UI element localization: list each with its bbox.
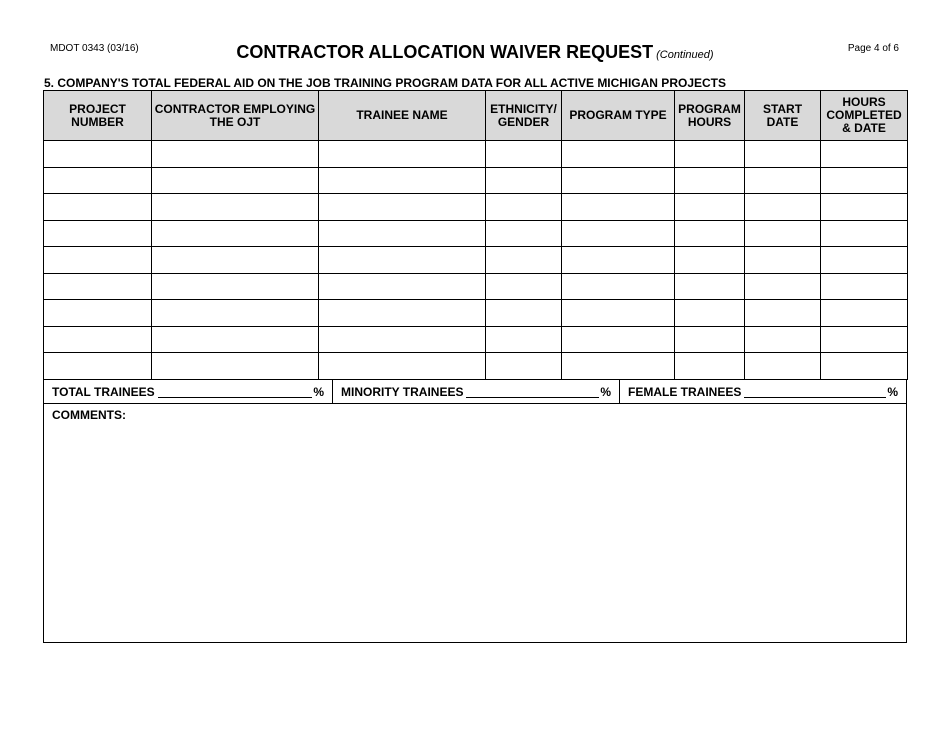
column-header-project-number: PROJECT NUMBER [44, 91, 152, 141]
form-title: CONTRACTOR ALLOCATION WAIVER REQUEST [236, 42, 654, 62]
table-cell[interactable] [745, 141, 821, 168]
table-cell[interactable] [319, 247, 486, 274]
table-cell[interactable] [319, 353, 486, 380]
table-cell[interactable] [821, 326, 908, 353]
table-cell[interactable] [562, 194, 675, 221]
table-cell[interactable] [675, 167, 745, 194]
female-trainees-field[interactable] [744, 386, 886, 398]
table-cell[interactable] [821, 247, 908, 274]
table-cell[interactable] [745, 194, 821, 221]
table-cell[interactable] [319, 220, 486, 247]
table-cell[interactable] [821, 194, 908, 221]
table-row [44, 326, 908, 353]
comments-label: COMMENTS: [52, 408, 126, 422]
table-cell[interactable] [319, 194, 486, 221]
table-cell[interactable] [562, 326, 675, 353]
minority-trainees-field[interactable] [466, 386, 599, 398]
table-cell[interactable] [152, 326, 319, 353]
table-cell[interactable] [152, 353, 319, 380]
table-cell[interactable] [562, 220, 675, 247]
table-cell[interactable] [319, 300, 486, 327]
column-header-program-type: PROGRAM TYPE [562, 91, 675, 141]
table-cell[interactable] [675, 326, 745, 353]
table-cell[interactable] [821, 273, 908, 300]
column-header-ethnicity-gender: ETHNICITY/ GENDER [486, 91, 562, 141]
table-cell[interactable] [562, 247, 675, 274]
minority-trainees-percent: % [600, 384, 611, 399]
table-cell[interactable] [44, 220, 152, 247]
table-cell[interactable] [675, 220, 745, 247]
table-cell[interactable] [44, 300, 152, 327]
female-trainees-cell [619, 380, 906, 403]
table-cell[interactable] [319, 141, 486, 168]
comments-box[interactable] [43, 404, 907, 643]
table-cell[interactable] [562, 353, 675, 380]
table-cell[interactable] [821, 167, 908, 194]
column-header-program-hours: PROGRAM HOURS [675, 91, 745, 141]
table-cell[interactable] [319, 167, 486, 194]
table-cell[interactable] [745, 273, 821, 300]
table-row [44, 300, 908, 327]
table-cell[interactable] [486, 194, 562, 221]
total-trainees-cell [44, 380, 332, 403]
table-cell[interactable] [152, 220, 319, 247]
table-cell[interactable] [675, 141, 745, 168]
female-trainees-percent: % [887, 384, 898, 399]
table-row [44, 194, 908, 221]
table-cell[interactable] [44, 141, 152, 168]
table-cell[interactable] [44, 273, 152, 300]
table-header-row [44, 91, 908, 141]
table-cell[interactable] [675, 247, 745, 274]
table-cell[interactable] [745, 326, 821, 353]
table-cell[interactable] [745, 247, 821, 274]
table-cell[interactable] [44, 247, 152, 274]
table-row [44, 167, 908, 194]
table-cell[interactable] [152, 273, 319, 300]
table-row [44, 247, 908, 274]
table-row [44, 353, 908, 380]
table-row [44, 220, 908, 247]
table-cell[interactable] [675, 273, 745, 300]
table-cell[interactable] [745, 167, 821, 194]
table-cell[interactable] [44, 326, 152, 353]
total-trainees-field[interactable] [158, 386, 313, 398]
table-cell[interactable] [562, 273, 675, 300]
minority-trainees-cell [332, 380, 619, 403]
table-cell[interactable] [152, 247, 319, 274]
female-trainees-label: FEMALE TRAINEES [628, 384, 742, 399]
training-data-table [43, 90, 908, 380]
table-cell[interactable] [486, 353, 562, 380]
table-cell[interactable] [562, 141, 675, 168]
table-cell[interactable] [486, 247, 562, 274]
table-row [44, 141, 908, 168]
title-block [0, 42, 950, 63]
table-cell[interactable] [745, 300, 821, 327]
column-header-start-date: START DATE [745, 91, 821, 141]
table-cell[interactable] [486, 326, 562, 353]
table-cell[interactable] [486, 220, 562, 247]
table-cell[interactable] [152, 167, 319, 194]
table-cell[interactable] [152, 300, 319, 327]
table-cell[interactable] [486, 141, 562, 168]
total-trainees-percent: % [313, 384, 324, 399]
table-cell[interactable] [675, 300, 745, 327]
form-subtitle: (Continued) [656, 49, 714, 61]
table-cell[interactable] [486, 273, 562, 300]
table-cell[interactable] [821, 300, 908, 327]
table-cell[interactable] [562, 167, 675, 194]
table-cell[interactable] [821, 220, 908, 247]
table-cell[interactable] [486, 167, 562, 194]
table-row [44, 273, 908, 300]
table-cell[interactable] [745, 220, 821, 247]
table-cell[interactable] [44, 167, 152, 194]
table-cell[interactable] [562, 300, 675, 327]
total-trainees-label: TOTAL TRAINEES [52, 384, 155, 399]
table-cell[interactable] [152, 141, 319, 168]
table-cell[interactable] [319, 273, 486, 300]
minority-trainees-label: MINORITY TRAINEES [341, 384, 464, 399]
column-header-contractor: CONTRACTOR EMPLOYING THE OJT [152, 91, 319, 141]
table-cell[interactable] [745, 353, 821, 380]
table-cell[interactable] [319, 326, 486, 353]
table-cell[interactable] [675, 353, 745, 380]
table-cell[interactable] [44, 353, 152, 380]
table-cell[interactable] [44, 194, 152, 221]
table-cell[interactable] [821, 353, 908, 380]
table-cell[interactable] [821, 141, 908, 168]
totals-row [43, 380, 907, 404]
table-cell[interactable] [486, 300, 562, 327]
table-cell[interactable] [152, 194, 319, 221]
table-cell[interactable] [675, 194, 745, 221]
table-body [44, 141, 908, 380]
section-heading: 5. COMPANY'S TOTAL FEDERAL AID ON THE JOB TRAINING PROGRAM DATA FOR ALL ACTIVE MICHIGAN PROJECTS [44, 76, 726, 90]
column-header-hours-completed: HOURS COMPLETED & DATE [821, 91, 908, 141]
page-number: Page 4 of 6 [847, 43, 899, 54]
column-header-trainee-name: TRAINEE NAME [319, 91, 486, 141]
form-code: MDOT 0343 (03/16) [50, 43, 139, 54]
